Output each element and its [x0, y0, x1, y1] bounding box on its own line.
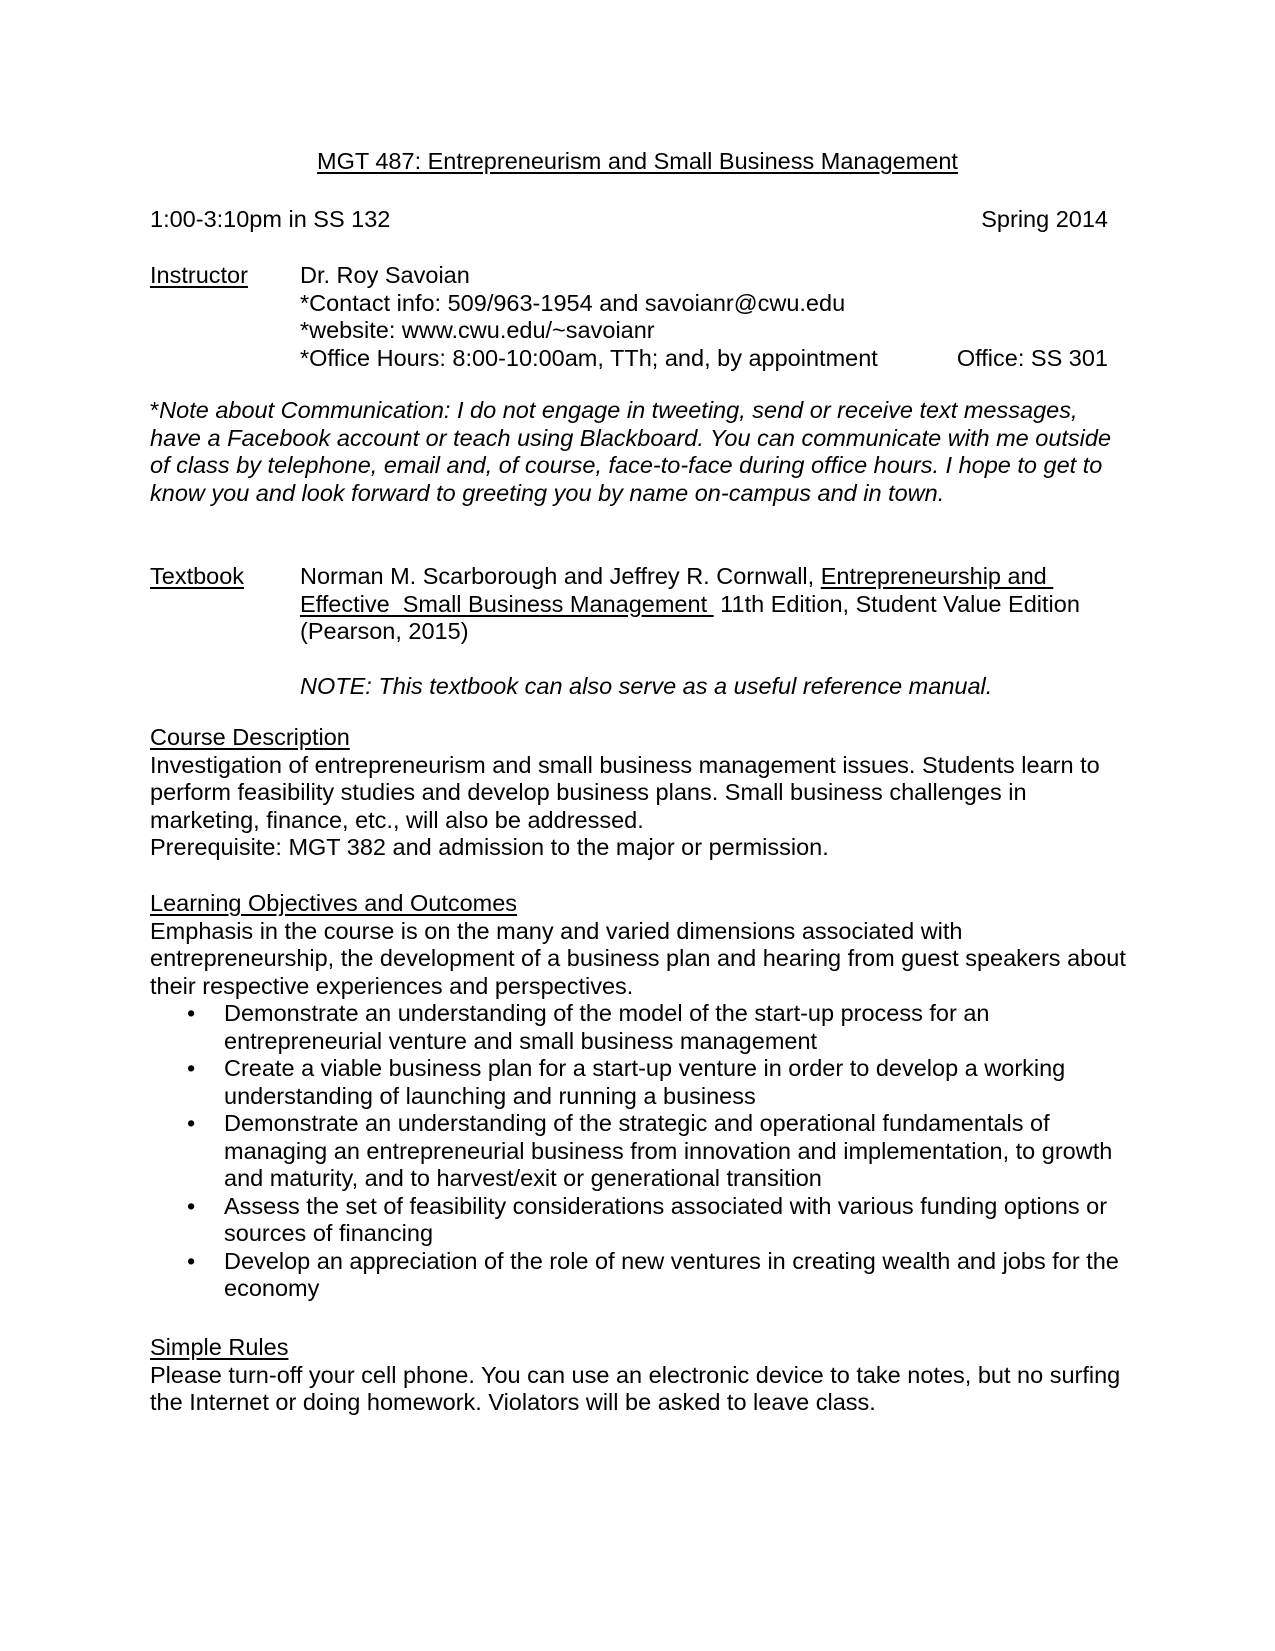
instructor-name: Dr. Roy Savoian: [300, 262, 470, 288]
textbook-edition: 11th Edition, Student Value Edition (Pearson, 2015): [300, 590, 1080, 644]
communication-note: [150, 397, 1125, 507]
class-time-location: 1:00-3:10pm in SS 132: [150, 206, 391, 232]
objective-text: Demonstrate an understanding of the strategic and operational fundamentals of managing an entrepreneurial business from innovation and implementation, to growth and maturity, and to harvest/exit or generational transition: [224, 1110, 1113, 1191]
learning-objectives-section: [150, 890, 1130, 1303]
course-description-text: Investigation of entrepreneurism and small business management issues. Students learn to perform feasibility studies and develop business plans. Small business challenges in marketing, finance, etc., will also be addressed.: [150, 751, 1100, 833]
term: Spring 2014: [981, 206, 1108, 232]
course-title: MGT 487: Entrepreneurism and Small Business Management: [317, 148, 958, 174]
communication-text: Note about Communication: I do not engage in tweeting, send or receive text messages, have a Facebook account or teach using Blackboard. You can communicate with me outside of class by telephone, email and, of course, face-to-face during office hours. I hope to get to know you and look forward to greeting you by name on-campus and in town.: [150, 397, 1112, 506]
list-item: [150, 1000, 1130, 1055]
schedule-row: [150, 206, 1108, 234]
textbook-authors: Norman M. Scarborough and Jeffrey R. Cornwall,: [300, 563, 821, 589]
office-hours: *Office Hours: 8:00-10:00am, TTh; and, by appointment: [300, 344, 878, 371]
objectives-list: [150, 1000, 1130, 1303]
office-location: Office: SS 301: [956, 344, 1108, 371]
instructor-details: [300, 262, 1130, 372]
instructor-website: *website: www.cwu.edu/~savoianr: [300, 317, 655, 343]
objective-text: Create a viable business plan for a start-up venture in order to develop a working understanding of launching and running a business: [224, 1055, 1066, 1109]
course-description-section: [150, 724, 1130, 862]
textbook-citation: [300, 563, 1130, 646]
communication-star: *: [150, 397, 160, 423]
list-item: [150, 1110, 1130, 1193]
office-hours-row: [300, 345, 1108, 373]
instructor-label: Instructor: [150, 262, 248, 288]
bullet-icon: •: [187, 1247, 196, 1274]
objectives-heading: Learning Objectives and Outcomes: [150, 890, 518, 916]
list-item: [150, 1248, 1130, 1303]
rules-text: Please turn-off your cell phone. You can use an electronic device to take notes, but no surfing the Internet or doing homework. Violators will be asked to leave class.: [150, 1361, 1121, 1415]
objective-text: Demonstrate an understanding of the model of the start-up process for an entrepreneurial venture and small business management: [224, 1000, 990, 1054]
textbook-note: NOTE: This textbook can also serve as a useful reference manual.: [300, 673, 993, 699]
list-item: [150, 1055, 1130, 1110]
list-item: [150, 1193, 1130, 1248]
bullet-icon: •: [187, 1192, 196, 1219]
objective-text: Assess the set of feasibility considerations associated with various funding options or sources of financing: [224, 1192, 1108, 1246]
textbook-title: Entrepreneurship and Effective Small Business Management: [300, 563, 1054, 617]
course-description-heading: Course Description: [150, 724, 350, 750]
objectives-intro: Emphasis in the course is on the many and varied dimensions associated with entrepreneurship, the development of a business plan and hearing from guest speakers about their respective experiences and perspectives.: [150, 917, 1126, 999]
bullet-icon: •: [187, 1110, 196, 1136]
instructor-contact: *Contact info: 509/963-1954 and savoianr@cwu.edu: [300, 289, 846, 316]
bullet-icon: •: [187, 1055, 196, 1081]
simple-rules-section: [150, 1334, 1130, 1417]
textbook-label: Textbook: [150, 563, 245, 589]
bullet-icon: •: [187, 1000, 196, 1026]
instructor-section: [150, 262, 1130, 382]
course-prerequisite: Prerequisite: MGT 382 and admission to the major or permission.: [150, 834, 829, 860]
rules-heading: Simple Rules: [150, 1334, 289, 1360]
textbook-section: [150, 563, 1130, 703]
objective-text: Develop an appreciation of the role of new ventures in creating wealth and jobs for the economy: [224, 1247, 1119, 1301]
